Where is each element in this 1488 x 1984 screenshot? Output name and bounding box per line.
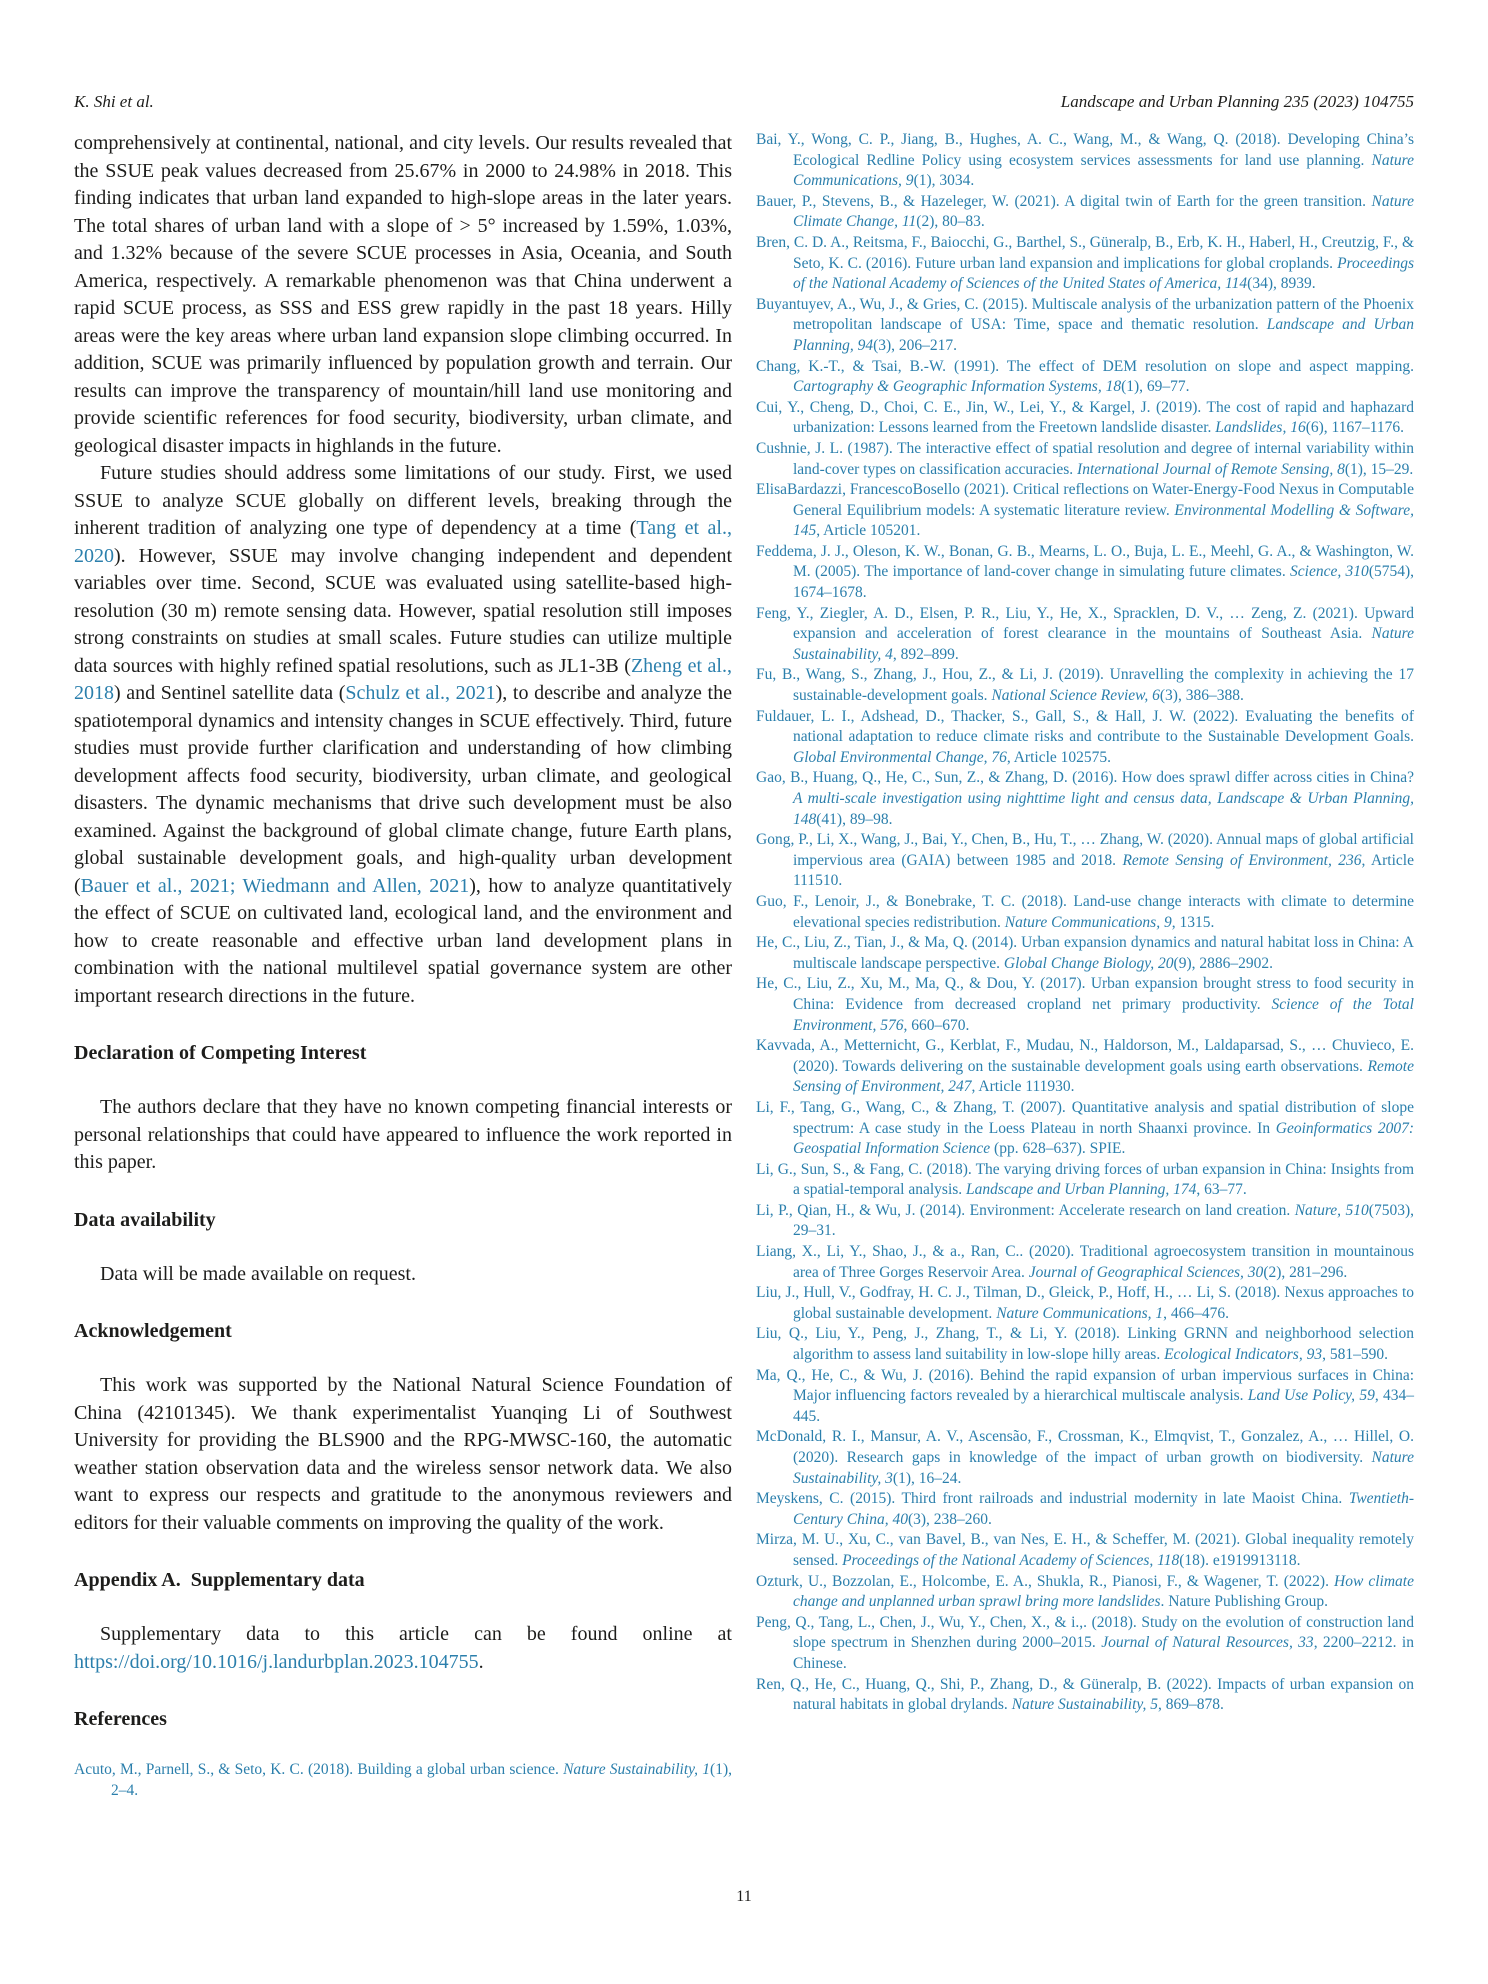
italic-text: Nature Communications, 9 [1004,913,1172,931]
text-segment: Li, G., Sun, S., & Fang, C. (2018). The varying driving forces of urban expansion in China: Insights from a spatial-temporal analysis. [756,1160,1414,1199]
text-segment: Li, F., Tang, G., Wang, C., & Zhang, T. (2007). Quantitative analysis and spatial distribution of slope spectrum: A case study in the Loess Plateau in north Shaanxi province. In [756,1098,1414,1137]
text-segment: Data will be made available on request. [100,1262,416,1285]
text-segment: (1), 69–77. [1121,378,1190,396]
reference-item[interactable] [756,933,1414,974]
text-segment: Fuldauer, L. I., Adshead, D., Thacker, S., Gall, S., & Hall, J. W. (2022). Evaluating the benefits of national adaptation to reduce climate risks and contribute to the Sustainable Development Goals. [756,707,1414,746]
text-segment: Acuto, M., Parnell, S., & Seto, K. C. (2018). Building a global urban science. [74,1761,564,1778]
italic-text: Nature Communications, 1 [996,1304,1164,1322]
text-segment: Liang, X., Li, Y., Shao, J., & a., Ran, C.. (2020). Traditional agroecosystem transition in mountainous area of Three Gorges Reservoir Area. [756,1243,1414,1281]
text-segment: He, C., Liu, Z., Tian, J., & Ma, Q. (2014). Urban expansion dynamics and natural habitat loss in China: A multiscale landscape perspective. [756,934,1414,972]
left-column [74,130,732,1801]
two-column-body [74,130,1414,1801]
text-segment: , 434–445. [793,1387,1414,1425]
reference-item[interactable] [756,1366,1414,1428]
italic-text: Nature Sustainability, 5 [1011,1696,1158,1714]
reference-item[interactable] [756,1427,1414,1489]
text-segment: (18). e1919913118. [1179,1551,1301,1569]
italic-text: Proceedings of the National Academy of Sciences, 118 [842,1551,1180,1569]
reference-item[interactable] [756,1201,1414,1242]
italic-text: Nature Communications, 9 [793,151,1414,190]
text-segment: , 1315. [1171,913,1215,931]
text-segment: Ma, Q., He, C., & Wu, J. (2016). Behind the rapid expansion of urban impervious surfaces in China: Major influencing factors revealed by a hierarchical multiscale analysis. [756,1366,1414,1405]
paragraph [74,1621,732,1676]
italic-text: A multi-scale investigation using nighttime light and census data, Landscape & Urban Planning, 148 [793,790,1414,828]
citation-link[interactable]: Tang et al., 2020 [74,517,732,567]
text-segment: Gong, P., Li, X., Wang, J., Bai, Y., Chen, B., Hu, T., … Zhang, W. (2020). Annual maps of global artificial impervious area (GAIA) between 1985 and 2018. [756,831,1414,869]
text-segment: , Article 105201. [816,522,921,540]
text-segment: (3), 386–388. [1159,687,1244,705]
text-segment: (7503), 29–31. [793,1201,1414,1240]
paragraph [74,460,732,1010]
section-heading: Appendix A. Supplementary data [74,1569,365,1591]
text-segment: ), to describe and analyze the spatiotemporal dynamics and intensity changes in SCUE effectively. Third, future studies must provide further clarification and understanding of how climbing development affects food security, biodiversity, urban climate, and geological disasters. The dynamic mechanisms that drive such development must be also examined. Against the background of global climate change, future Earth plans, global sustainable development goals, and high-quality urban development ( [74,682,732,897]
paragraph [74,1094,732,1177]
italic-text: Landslides, 16 [1215,419,1306,437]
italic-text: Global Environmental Change, 76 [793,748,1007,766]
text-segment: Peng, Q., Tang, L., Chen, J., Wu, Y., Chen, X., & i.,. (2018). Study on the evolution of construction land slope spectrum in Shenzhen during 2000–2015. [756,1613,1414,1652]
reference-item[interactable] [756,542,1414,604]
text-segment: (41), 89–98. [816,810,893,828]
reference-item[interactable] [756,830,1414,892]
text-segment: , 63–77. [1196,1181,1247,1199]
text-segment: , 581–590. [1322,1346,1388,1364]
text-segment: Cushnie, J. L. (1987). The interactive effect of spatial resolution and degree of internal variability within land-cover types on classification accuracies. [756,439,1414,478]
reference-item[interactable] [756,1675,1414,1716]
reference-item[interactable] [74,1760,732,1801]
text-segment: Meyskens, C. (2015). Third front railroads and industrial modernity in late Maoist China. [756,1490,1349,1508]
text-segment: (3), 238–260. [907,1510,992,1528]
text-segment: (1), 15–29. [1344,460,1414,478]
reference-item[interactable] [756,1098,1414,1160]
text-segment: The authors declare that they have no known competing financial interests or personal relationships that could have appeared to influence the work reported in this paper. [74,1096,732,1173]
text-segment: Guo, F., Lenoir, J., & Bonebrake, T. C. (2018). Land-use change interacts with climate to determine elevational species redistribution. [756,892,1414,931]
text-segment: (pp. 628–637). SPIE. [990,1140,1126,1158]
text-segment: This work was supported by the National Natural Science Foundation of China (42101345). We thank experimentalist Yuanqing Li of Southwest University for providing the BLS900 and the RPG-MWSC-160, the automatic weather station observation data and the wireless sensor network data. We also want to express our respects and gratitude to the anonymous reviewers and editors for their valuable comments on improving the quality of the work. [74,1374,732,1534]
text-segment: (1), 3034. [913,172,975,190]
text-segment: Liu, Q., Liu, Y., Peng, J., Zhang, T., & Li, Y. (2018). Linking GRNN and neighborhood selection algorithm to assess land suitability in low-slope hilly areas. [756,1325,1414,1364]
running-head-journal: Landscape and Urban Planning 235 (2023) 104755 [1060,92,1414,111]
reference-item[interactable] [756,604,1414,666]
text-segment: Buyantuyev, A., Wu, J., & Gries, C. (2015). Multiscale analysis of the urbanization pattern of the Phoenix metropolitan landscape of USA: Time, space and thematic resolution. [756,295,1414,334]
italic-text: Science of the Total Environment, 576 [793,995,1414,1034]
paragraph [74,1372,732,1537]
reference-item[interactable] [756,130,1414,192]
reference-item[interactable] [756,480,1414,542]
reference-item[interactable] [756,398,1414,439]
text-segment: Li, P., Qian, H., & Wu, J. (2014). Environment: Accelerate research on land creation. [756,1201,1295,1219]
text-segment: comprehensively at continental, national, and city levels. Our results revealed that the SSUE peak values decreased from 25.67% in 2000 to 24.98% in 2018. This finding indicates that urban land expanded to high-slope areas in the later years. The total shares of urban land with a slope of > 5° increased by 1.59%, 1.03%, and 1.32% because of the severe SCUE processes in Asia, Oceania, and South America, respectively. A remarkable phenomenon was that China underwent a rapid SCUE process, as SSS and ESS grew rapidly in the past 18 years. Hilly areas were the key areas where urban land expansion slope climbing occurred. In addition, SCUE was primarily influenced by population growth and terrain. Our results can improve the transparency of mountain/hill land use monitoring and provide scientific references for food security, biodiversity, urban climate, and geological disaster impacts in highlands in the future. [74,132,732,457]
citation-link[interactable]: Bauer et al., 2021; Wiedmann and Allen, 2021 [80,874,470,897]
reference-item[interactable] [756,1324,1414,1365]
text-segment: , 466–476. [1163,1304,1229,1322]
text-segment: Gao, B., Huang, Q., He, C., Sun, Z., & Zhang, D. (2016). How does sprawl differ across cities in China? [756,769,1414,787]
text-segment: (9), 2886–2902. [1173,954,1273,972]
text-segment: (1), 2–4. [111,1761,732,1799]
text-segment: , Article 111510. [793,851,1414,890]
text-segment: Feddema, J. J., Oleson, K. W., Bonan, G. B., Mearns, L. O., Buja, L. E., Meehl, G. A., & Washington, W. M. (2005). The importance of land-cover change in simulating future climates. [756,542,1414,581]
reference-item[interactable] [756,295,1414,357]
reference-item[interactable] [756,439,1414,480]
paragraph [74,130,732,460]
text-segment: . [478,1650,484,1673]
reference-item[interactable] [756,1242,1414,1283]
citation-link[interactable]: Zheng et al., 2018 [74,654,732,704]
reference-item[interactable] [756,1489,1414,1530]
text-segment: . Nature Publishing Group. [1160,1593,1329,1611]
text-segment: ). However, SSUE may involve changing independent and dependent variables over time. Second, SCUE was evaluated using satellite-based high-resolution (30 m) remote sensing data. However, spatial resolution still imposes strong constraints on studies at small scales. Future studies can utilize multiple data sources with highly refined spatial resolutions, such as JL1-3B ( [74,544,732,677]
text-segment: Chang, K.-T., & Tsai, B.-W. (1991). The effect of DEM resolution on slope and aspect mapping. [756,357,1414,375]
italic-text: Proceedings of the National Academy of Sciences of the United States of America, 114 [793,254,1414,293]
reference-item[interactable] [756,768,1414,830]
text-segment: , 2200–2212. in Chinese. [793,1634,1414,1672]
italic-text: Science, 310 [1290,563,1369,581]
italic-text: Environmental Modelling & Software, 145 [793,501,1414,540]
italic-text: Landscape and Urban Planning, 94 [793,316,1414,354]
italic-text: Nature Climate Change, 11 [793,192,1414,231]
italic-text: Nature, 510 [1294,1201,1369,1219]
italic-text: Remote Sensing of Environment, 247 [793,1057,1414,1096]
section-heading: References [74,1708,167,1730]
text-segment: , Article 111930. [971,1078,1075,1096]
text-segment: He, C., Liu, Z., Xu, M., Ma, Q., & Dou, Y. (2017). Urban expansion brought stress to food security in China: Evidence from decreased cropland net primary productivity. [756,975,1414,1013]
italic-text: Landscape and Urban Planning, 174 [966,1181,1197,1199]
italic-text: Journal of Natural Resources, 33 [1101,1634,1314,1652]
section-heading: Data availability [74,1208,216,1231]
text-segment: (1), 16–24. [892,1469,962,1487]
reference-item[interactable] [756,974,1414,1036]
text-segment: (3), 206–217. [873,336,958,354]
reference-item[interactable] [756,1283,1414,1324]
italic-text: National Science Review, 6 [991,687,1160,705]
text-segment: , 660–670. [903,1016,970,1034]
italic-text: Cartography & Geographic Information Systems, 18 [793,378,1122,396]
reference-item[interactable] [756,892,1414,933]
section-heading: Acknowledgement [74,1320,232,1342]
italic-text: How climate change and unplanned urban sprawl bring more landslides [793,1572,1414,1611]
text-segment: (6), 1167–1176. [1305,419,1405,437]
text-segment: McDonald, R. I., Mansur, A. V., Ascensão, F., Crossman, K., Elmqvist, T., Gonzalez, A., … Hillel, O. (2020). Research gaps in knowledge of the impact of urban growth on biodiversity. [756,1428,1414,1466]
text-segment: Bauer, P., Stevens, B., & Hazeleger, W. (2021). A digital twin of Earth for the green transition. [756,192,1372,210]
reference-item[interactable] [756,707,1414,769]
italic-text: Geoinformatics 2007: Geospatial Information Science [793,1119,1414,1158]
italic-text: Nature Sustainability, 4 [793,625,1414,663]
citation-link[interactable]: https://doi.org/10.1016/j.landurbplan.2023.104755 [74,1650,479,1673]
text-segment: Bren, C. D. A., Reitsma, F., Baiocchi, G., Barthel, S., Güneralp, B., Erb, K. H., Haberl, H., Creutzig, F., & Seto, K. C. (2016). Future urban land expansion and implications for global croplands. [756,233,1414,272]
citation-link[interactable]: Schulz et al., 2021 [345,682,496,704]
running-head-author: K. Shi et al. [74,92,154,111]
italic-text: Twentieth-Century China, 40 [793,1490,1414,1528]
italic-text: Land Use Policy, 59 [1247,1387,1375,1405]
text-segment: , Article 102575. [1006,748,1112,766]
text-segment: Kavvada, A., Metternicht, G., Kerblat, F., Mudau, N., Haldorson, M., Laldaparsad, S., … Chuvieco, E. (2020). Towards delivering on the sustainable development goals using earth observations. [756,1037,1414,1075]
text-segment: Ren, Q., He, C., Huang, Q., Shi, P., Zhang, D., & Güneralp, B. (2022). Impacts of urban expansion on natural habitats in global drylands. [756,1675,1414,1714]
italic-text: International Journal of Remote Sensing, 8 [1077,460,1345,478]
reference-item[interactable] [756,357,1414,398]
italic-text: Nature Sustainability, 3 [793,1449,1414,1487]
reference-item[interactable] [756,192,1414,233]
reference-item[interactable] [756,1572,1414,1613]
italic-text: Remote Sensing of Environment, 236 [1122,851,1362,869]
text-segment: Supplementary data to this article can be found online at [100,1623,732,1645]
text-segment: Future studies should address some limitations of our study. First, we used SSUE to analyze SCUE globally on different levels, breaking through the inherent tradition of analyzing one type of dependency at a time ( [74,462,732,539]
text-segment: Feng, Y., Ziegler, A. D., Elsen, P. R., Liu, Y., He, X., Spracklen, D. V., … Zeng, Z. (2021). Upward expansion and acceleration of forest clearance in the mountains of Southeast Asia. [756,604,1414,643]
reference-item[interactable] [756,665,1414,706]
text-segment: Bai, Y., Wong, C. P., Jiang, B., Hughes, A. C., Wang, M., & Wang, Q. (2018). Developing China’s Ecological Redline Policy using ecosystem services assessments for land use planning. [756,131,1414,169]
text-segment: Ozturk, U., Bozzolan, E., Holcombe, E. A., Shukla, R., Pianosi, F., & Wagener, T. (2022). [756,1572,1335,1590]
running-head [74,92,1414,112]
page-number: 11 [736,1888,752,1905]
text-segment: (5754), 1674–1678. [793,563,1415,602]
italic-text: Nature Sustainability, 1 [563,1761,711,1778]
reference-item[interactable] [756,1613,1414,1675]
text-segment: ) and Sentinel satellite data ( [114,682,346,704]
text-segment: (2), 80–83. [916,213,985,231]
text-segment: Cui, Y., Cheng, D., Choi, C. E., Jin, W., Lei, Y., & Kargel, J. (2019). The cost of rapid and haphazard urbanization: Lessons learned from the Freetown landslide disaster. [756,398,1414,437]
italic-text: Global Change Biology, 20 [1003,954,1174,972]
text-segment: (2), 281–296. [1263,1263,1348,1281]
right-column [756,130,1414,1801]
text-segment: Mirza, M. U., Xu, C., van Bavel, B., van Nes, E. H., & Scheffer, M. (2021). Global inequality remotely sensed. [756,1531,1414,1569]
italic-text: Ecological Indicators, 93 [1164,1346,1323,1364]
reference-item[interactable] [756,1036,1414,1098]
paragraph [74,1261,732,1289]
section-heading: Declaration of Competing Interest [74,1042,367,1064]
text-segment: Liu, J., Hull, V., Godfray, H. C. J., Tilman, D., Gleick, P., Hoff, H., … Li, S. (2018). Nexus approaches to global sustainable development. [756,1284,1414,1322]
text-segment: ), how to analyze quantitatively the effect of SCUE on cultivated land, ecological land, and the environment and how to create reasonable and effective urban land development plans in combination with the national multilevel spatial governance system are other important research directions in the future. [74,874,733,1007]
text-segment: (34), 8939. [1247,275,1316,293]
text-segment: , 869–878. [1157,1696,1224,1714]
reference-item[interactable] [756,233,1414,295]
italic-text: Journal of Geographical Sciences, 30 [1028,1263,1264,1281]
reference-item[interactable] [756,1530,1414,1571]
text-segment: ElisaBardazzi, FrancescoBosello (2021). Critical reflections on Water-Energy-Food Nexus in Computable General Equilibrium models: A systematic literature review. [756,481,1414,519]
reference-item[interactable] [756,1160,1414,1201]
text-segment: , 892–899. [892,645,959,663]
text-segment: Fu, B., Wang, S., Zhang, J., Hou, Z., & Li, J. (2019). Unravelling the complexity in achieving the 17 sustainable-development goals. [756,666,1414,705]
